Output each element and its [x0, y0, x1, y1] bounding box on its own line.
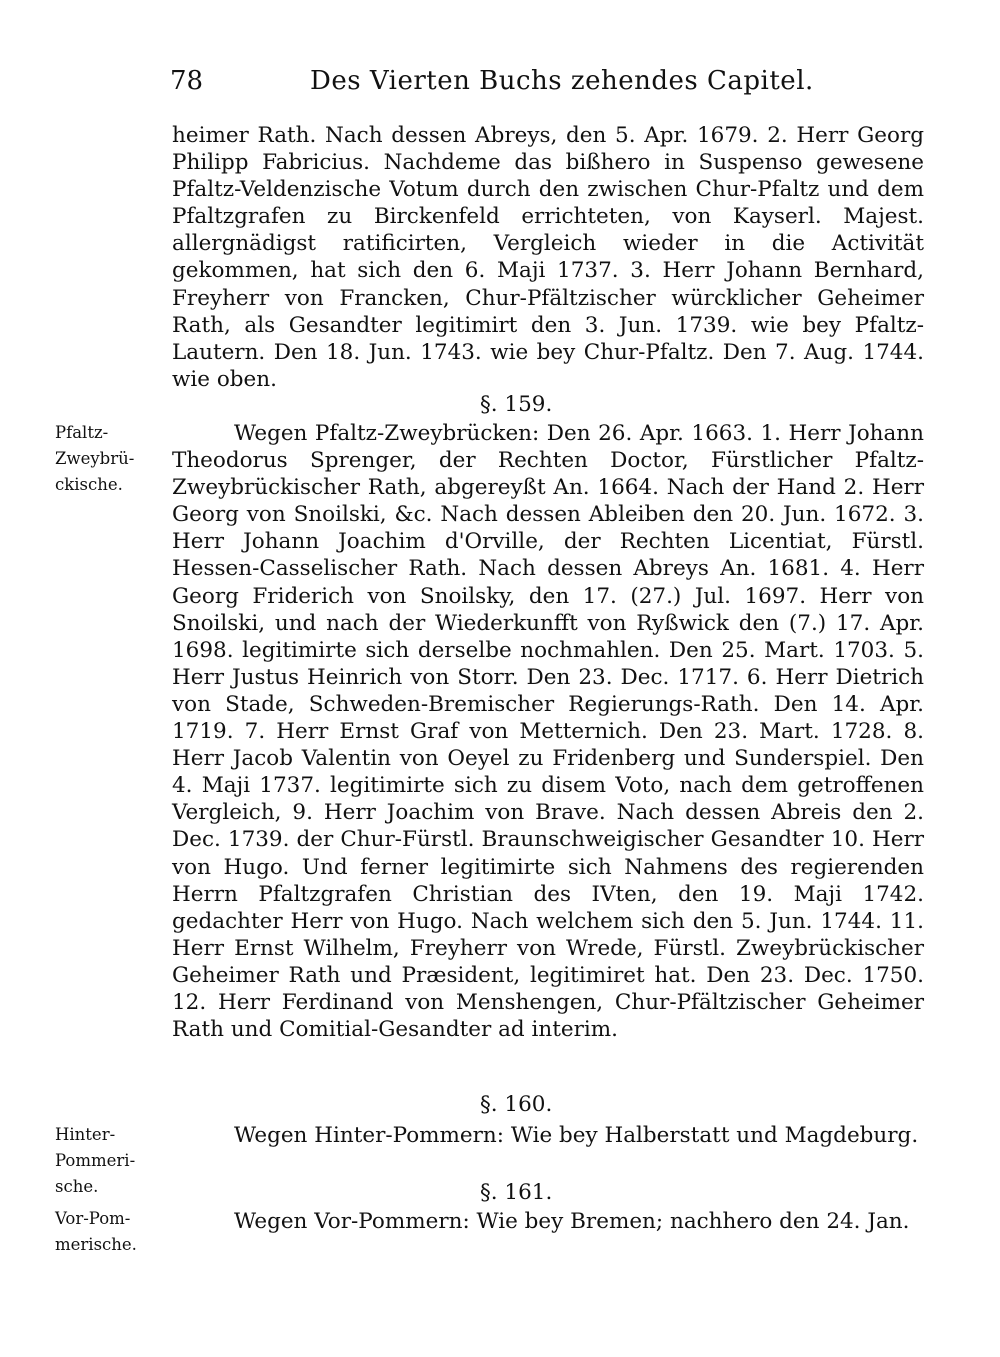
margin-note-vor-pommerische [55, 1206, 175, 1258]
section-161-body [172, 1208, 924, 1235]
margin-note-line: Pfaltz- [55, 423, 109, 442]
continued-paragraph: heimer Rath. Nach dessen Abreys, den 5. Apr. 1679. 2. Herr Georg Philipp Fabricius. Nachdeme das bißhero in Suspenso gewesene Pfaltz-Veldenzische Votum durch den zwischen Chur-Pfaltz und dem Pfaltzgrafen zu Birckenfeld errichteten, von Kayserl. Majest. allergnädigst ratificirten, Vergleich wieder in die Activität gekommen, hat sich den 6. Maji 1737. 3. Herr Johann Bernhard, Freyherr von Francken, Chur-Pfältzischer würcklicher Geheimer Rath, als Gesandter legitimirt den 3. Jun. 1739. wie bey Pfaltz-Lautern. Den 18. Jun. 1743. wie bey Chur-Pfaltz. Den 7. Aug. 1744. wie oben. [172, 123, 924, 392]
section-160-paragraph: Wegen Hinter-Pommern: Wie bey Halberstatt und Magdeburg. [234, 1123, 919, 1148]
margin-note-hinter-pommerische [55, 1122, 175, 1200]
page-number: 78 [170, 66, 204, 96]
margin-note-line: Pommeri- [55, 1151, 136, 1170]
margin-note-line: Vor-Pom- [55, 1209, 131, 1228]
margin-note-line: Hinter- [55, 1125, 116, 1144]
continued-paragraph-block [172, 122, 924, 393]
margin-note-line: sche. [55, 1177, 99, 1196]
section-160-mark: §. 160. [480, 1092, 553, 1117]
margin-note-line: ckische. [55, 475, 123, 494]
margin-note-line: Zweybrü- [55, 449, 135, 468]
section-160-body [172, 1122, 924, 1149]
running-head: Des Vierten Buchs zehendes Capitel. [310, 66, 814, 96]
section-159-mark: §. 159. [480, 392, 553, 417]
margin-note-pfaltz-zweybrueckische [55, 420, 175, 498]
margin-note-line: merische. [55, 1235, 137, 1254]
section-161-paragraph: Wegen Vor-Pommern: Wie bey Bremen; nachhero den 24. Jan. [234, 1209, 910, 1234]
section-159-paragraph: Wegen Pfaltz-Zweybrücken: Den 26. Apr. 1663. 1. Herr Johann Theodorus Sprenger, der Rechten Doctor, Fürstlicher Pfaltz-Zweybrückischer Rath, abgereyßt An. 1664. Nach der Hand 2. Herr Georg von Snoilski, &c. Nach dessen Ableiben den 20. Jun. 1672. 3. Herr Johann Joachim d'Orville, der Rechten Licentiat, Fürstl. Hessen-Casselischer Rath. Nach dessen Abreys An. 1681. 4. Herr Georg Friderich von Snoilsky, den 17. (27.) Jul. 1697. Herr von Snoilski, und nach der Wiederkunfft von Ryßwick den (7.) 17. Apr. 1698. legitimirte sich derselbe nochmahlen. Den 25. Mart. 1703. 5. Herr Justus Heinrich von Storr. Den 23. Dec. 1717. 6. Herr Dietrich von Stade, Schweden-Bremischer Regierungs-Rath. Den 14. Apr. 1719. 7. Herr Ernst Graf von Metternich. Den 23. Mart. 1728. 8. Herr Jacob Valentin von Oeyel zu Fridenberg und Sunderspiel. Den 4. Maji 1737. legitimirte sich zu disem Voto, nach dem getroffenen Vergleich, 9. Herr Joachim von Brave. Nach dessen Abreis den 2. Dec. 1739. der Chur-Fürstl. Braunschweigischer Gesandter 10. Herr von Hugo. Und ferner legitimirte sich Nahmens des regierenden Herrn Pfaltzgrafen Christian des IVten, den 19. Maji 1742. gedachter Herr von Hugo. Nach welchem sich den 5. Jun. 1744. 11. Herr Ernst Wilhelm, Freyherr von Wrede, Fürstl. Zweybrückischer Geheimer Rath und Præsident, legitimiret hat. Den 23. Dec. 1750. 12. Herr Ferdinand von Menshengen, Chur-Pfältzischer Geheimer Rath und Comitial-Gesandter ad interim. [172, 421, 924, 1043]
section-161-mark: §. 161. [480, 1180, 553, 1205]
section-159-body [172, 420, 924, 1043]
